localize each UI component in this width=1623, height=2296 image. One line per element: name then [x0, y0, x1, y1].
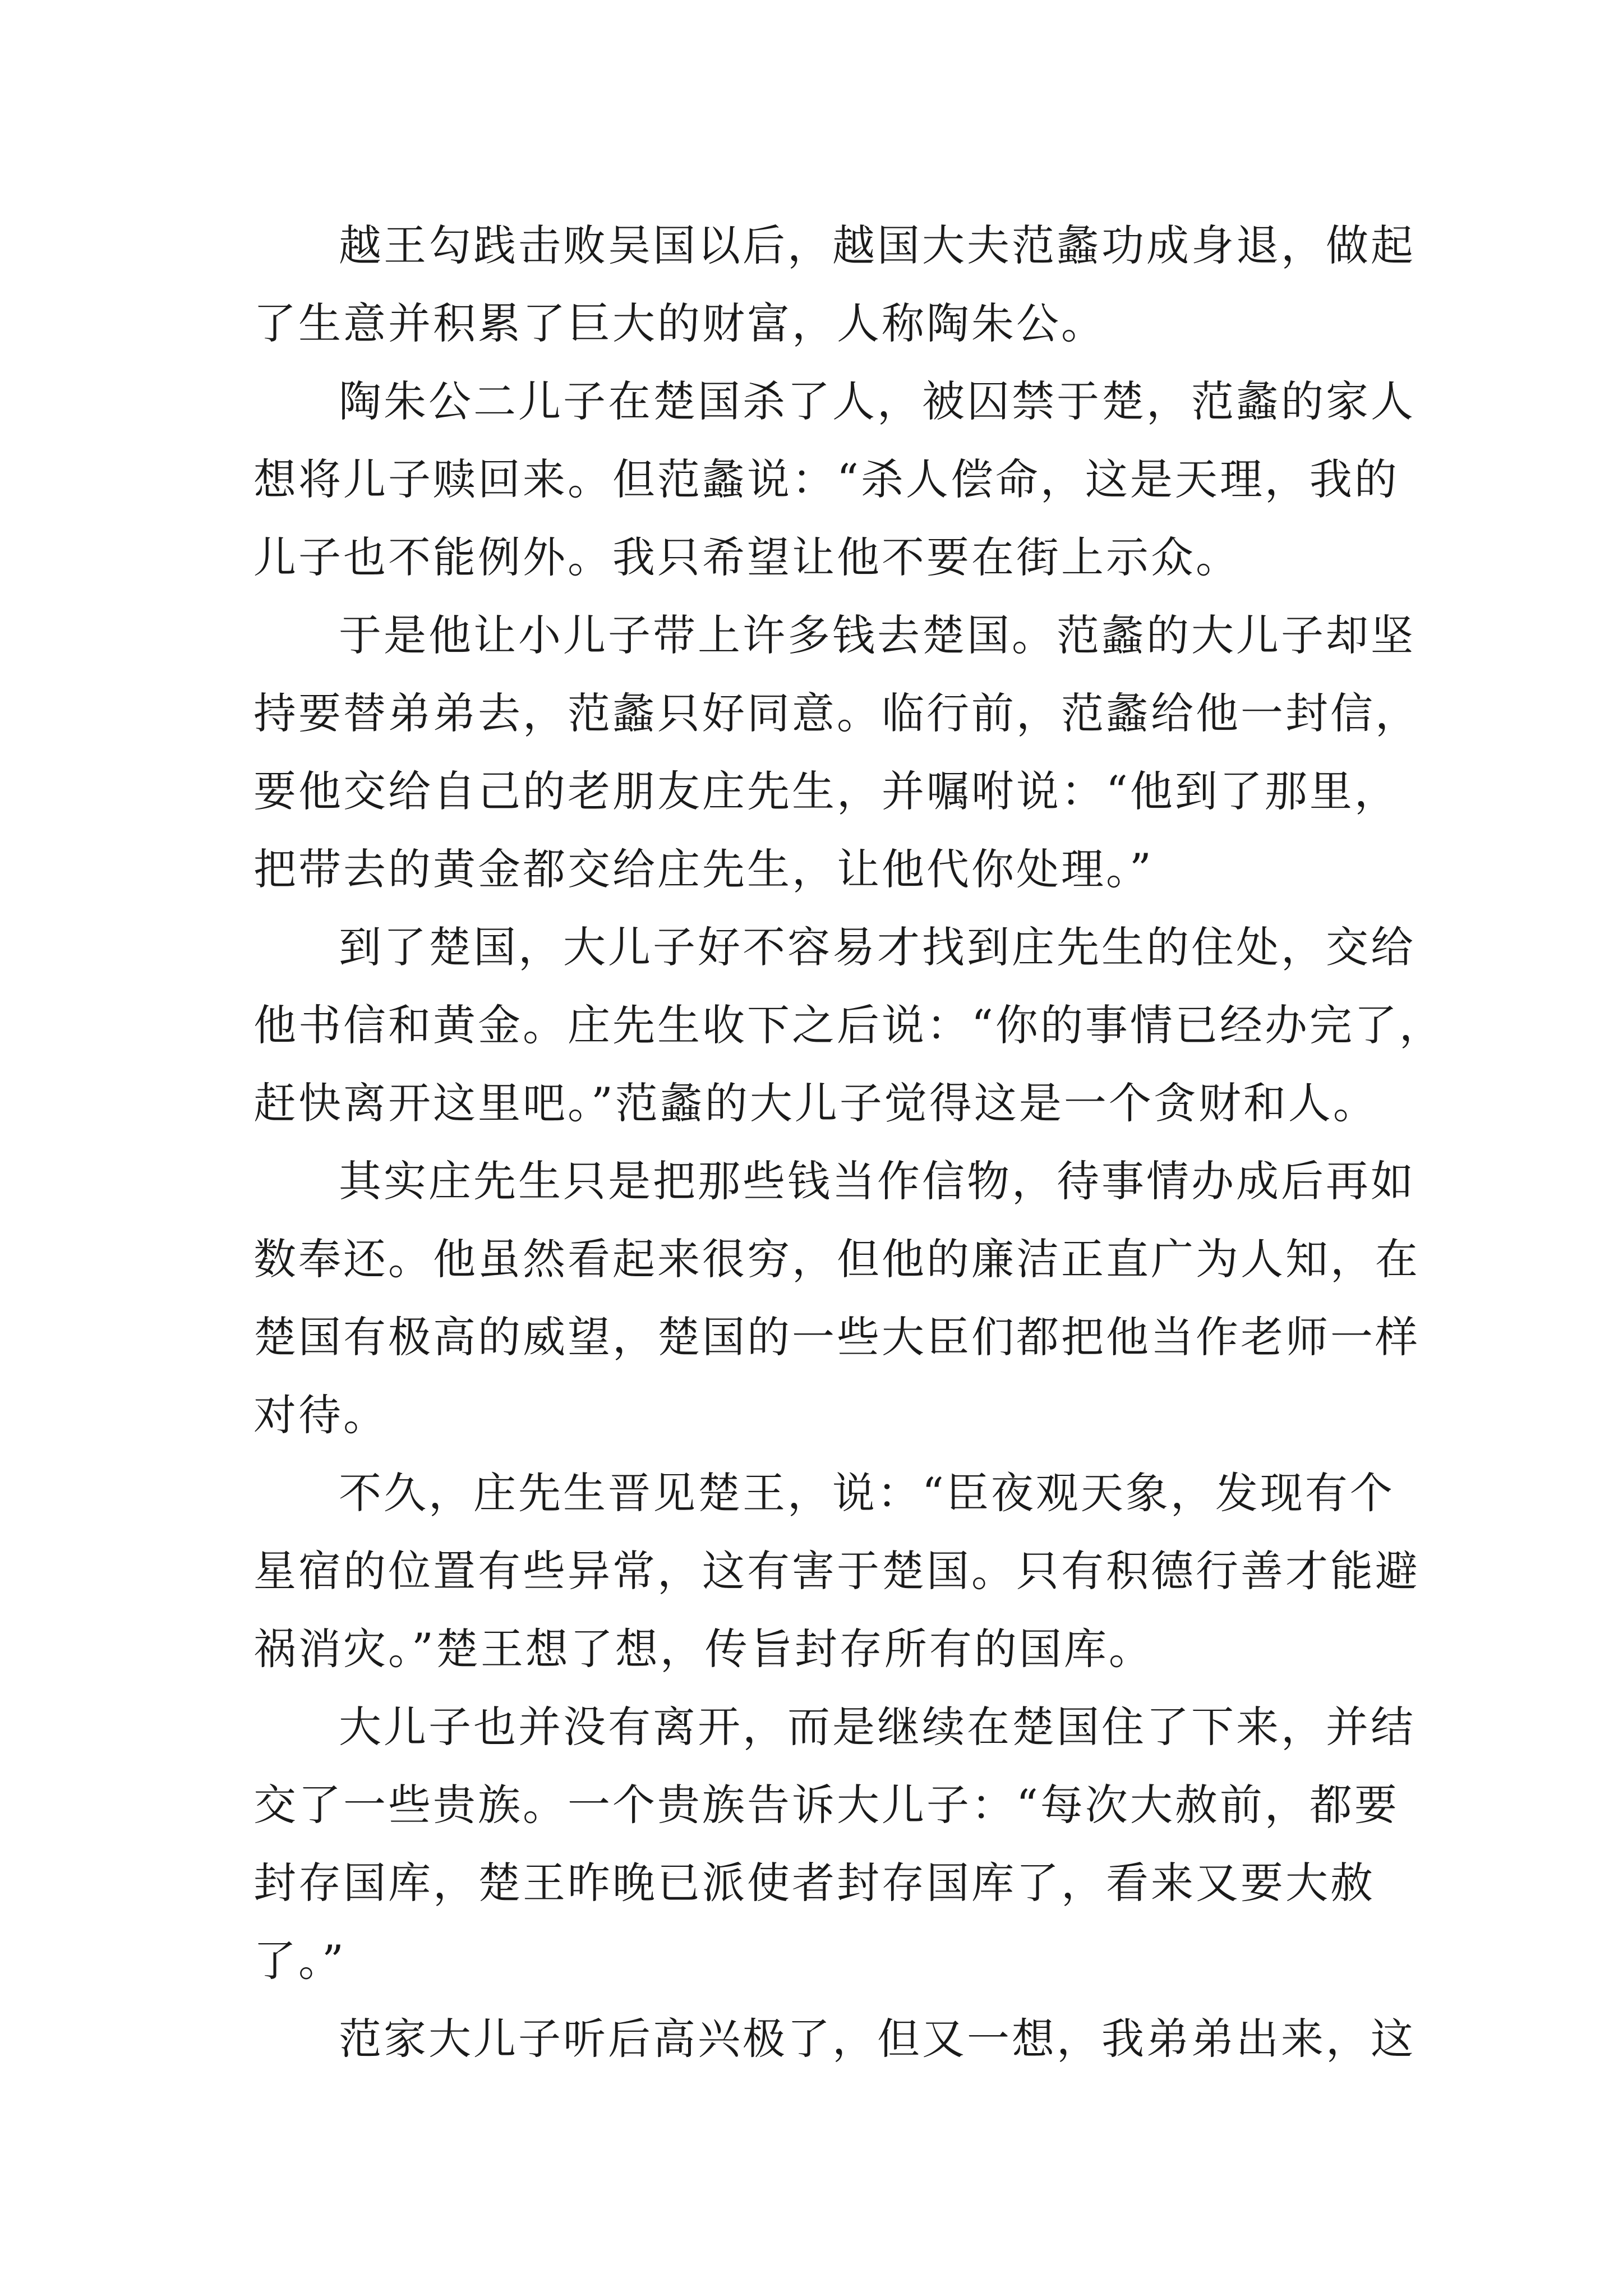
text-line: 对待。: [253, 1390, 388, 1440]
text-line: 数奉还。他虽然看起来很穷，但他的廉洁正直广为人知，在: [253, 1234, 1420, 1284]
text-line: 不久，庄先生晋见楚王，说：“臣夜观天象，发现有个: [339, 1468, 1395, 1518]
document-body: [253, 206, 1444, 2078]
text-line: 把带去的黄金都交给庄先生，让他代你处理。”: [253, 844, 1154, 894]
text-line: 陶朱公二儿子在楚国杀了人，被囚禁于楚，范蠡的家人: [339, 376, 1415, 426]
text-line: 星宿的位置有些异常，这有害于楚国。只有积德行善才能避: [253, 1546, 1420, 1596]
text-line: 封存国库，楚王昨晚已派使者封存国库了，看来又要大赦: [253, 1858, 1375, 1908]
text-line: 楚国有极高的威望，楚国的一些大臣们都把他当作老师一样: [253, 1312, 1420, 1362]
text-line: 了。”: [253, 1936, 346, 1986]
text-line: 范家大儿子听后高兴极了，但又一想，我弟弟出来，这: [339, 2014, 1415, 2064]
text-line: 他书信和黄金。庄先生收下之后说：“你的事情已经办完了，: [253, 1000, 1444, 1050]
text-line: 想将儿子赎回来。但范蠡说：“杀人偿命，这是天理，我的: [253, 454, 1399, 504]
text-line: 了生意并积累了巨大的财富，人称陶朱公。: [253, 298, 1106, 348]
text-line: 持要替弟弟去，范蠡只好同意。临行前，范蠡给他一封信，: [253, 688, 1420, 738]
text-line: 儿子也不能例外。我只希望让他不要在街上示众。: [253, 532, 1241, 582]
text-line: 赶快离开这里吧。”范蠡的大儿子觉得这是一个贪财和人。: [253, 1078, 1378, 1128]
text-line: 交了一些贵族。一个贵族告诉大儿子：“每次大赦前，都要: [253, 1780, 1399, 1830]
text-line: 祸消灾。”楚王想了想，传旨封存所有的国库。: [253, 1624, 1154, 1674]
text-line: 大儿子也并没有离开，而是继续在楚国住了下来，并结: [339, 1702, 1415, 1752]
text-line: 于是他让小儿子带上许多钱去楚国。范蠡的大儿子却坚: [339, 610, 1415, 660]
text-line: 其实庄先生只是把那些钱当作信物，待事情办成后再如: [339, 1156, 1415, 1206]
text-line: 要他交给自己的老朋友庄先生，并嘱咐说：“他到了那里，: [253, 766, 1399, 816]
text-line: 越王勾践击败吴国以后，越国大夫范蠡功成身退，做起: [339, 220, 1415, 270]
text-line: 到了楚国，大儿子好不容易才找到庄先生的住处，交给: [339, 922, 1415, 972]
